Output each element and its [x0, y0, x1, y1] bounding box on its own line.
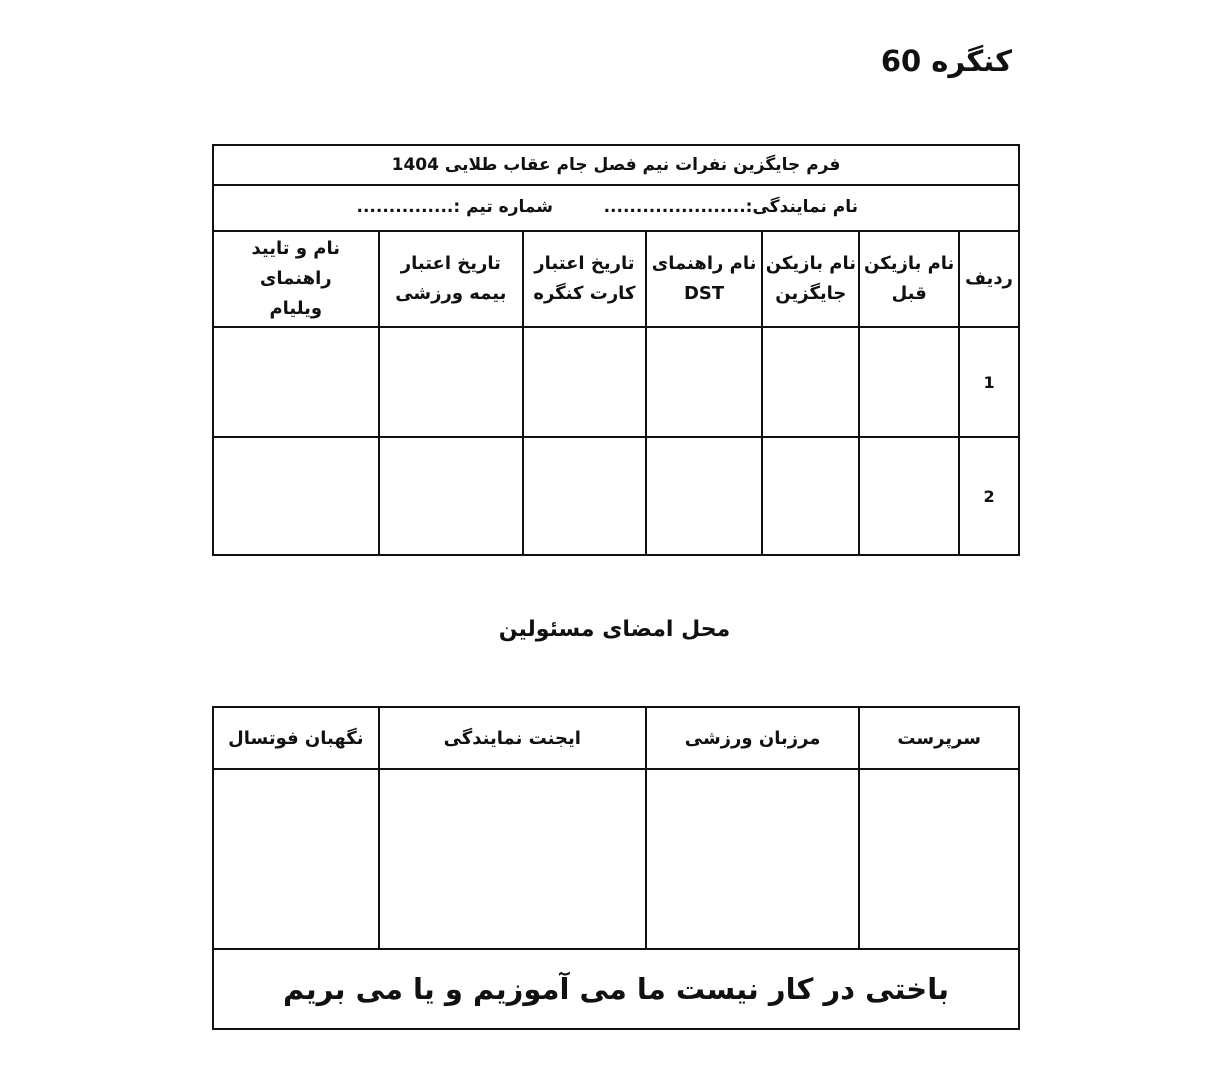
sig-cell-futsal-guardian[interactable] [213, 769, 379, 949]
page-heading: کنگره 60 [880, 44, 1012, 78]
signatures-title: محل امضای مسئولین [498, 617, 731, 642]
cell-card-validity[interactable] [523, 437, 646, 555]
sig-header-agent: ایجنت نمایندگی [379, 707, 646, 769]
cell-dst-guide[interactable] [646, 327, 763, 437]
row-number: 1 [959, 327, 1019, 437]
cell-replacement-player[interactable] [762, 327, 859, 437]
sig-cell-agent[interactable] [379, 769, 646, 949]
signatures-header-row [213, 707, 1019, 769]
col-header-row-number: ردیف [959, 231, 1019, 327]
table-row [213, 327, 1019, 437]
form-title: فرم جایگزین نفرات نیم فصل جام عقاب طلایی 1404 [213, 145, 1019, 185]
sig-header-futsal-guardian: نگهبان فوتسال [213, 707, 379, 769]
cell-insurance-validity[interactable] [379, 327, 524, 437]
col-header-card-validity: تاریخ اعتبار کارت کنگره [523, 231, 646, 327]
table-row [213, 437, 1019, 555]
sig-cell-supervisor[interactable] [859, 769, 1019, 949]
row-number: 2 [959, 437, 1019, 555]
team-number-field[interactable]: شماره تیم :............... [356, 197, 553, 217]
col-header-william-approval: نام و تایید راهنمای ویلیام [213, 231, 379, 327]
sig-cell-sport-guard[interactable] [646, 769, 859, 949]
cell-william-approval[interactable] [213, 437, 379, 555]
signatures-body-row [213, 769, 1019, 949]
cell-insurance-validity[interactable] [379, 437, 524, 555]
cell-william-approval[interactable] [213, 327, 379, 437]
column-header-row [213, 231, 1019, 327]
cell-previous-player[interactable] [859, 327, 959, 437]
cell-card-validity[interactable] [523, 327, 646, 437]
col-header-replacement-player: نام بازیکن جایگزین [762, 231, 859, 327]
form-info-row [213, 185, 1019, 231]
cell-previous-player[interactable] [859, 437, 959, 555]
sig-header-sport-guard: مرزبان ورزشی [646, 707, 859, 769]
cell-replacement-player[interactable] [762, 437, 859, 555]
col-header-insurance-validity: تاریخ اعتبار بیمه ورزشی [379, 231, 524, 327]
representation-field[interactable]: نام نمایندگی:...................... [603, 197, 858, 217]
sig-header-supervisor: سرپرست [859, 707, 1019, 769]
replacement-form-table [212, 144, 1020, 556]
cell-dst-guide[interactable] [646, 437, 763, 555]
col-header-previous-player: نام بازیکن قبل [859, 231, 959, 327]
col-header-dst-guide: نام راهنمای DST [646, 231, 763, 327]
motto: باختی در کار نیست ما می آموزیم و یا می بریم [213, 949, 1019, 1029]
signatures-table [212, 706, 1020, 1030]
